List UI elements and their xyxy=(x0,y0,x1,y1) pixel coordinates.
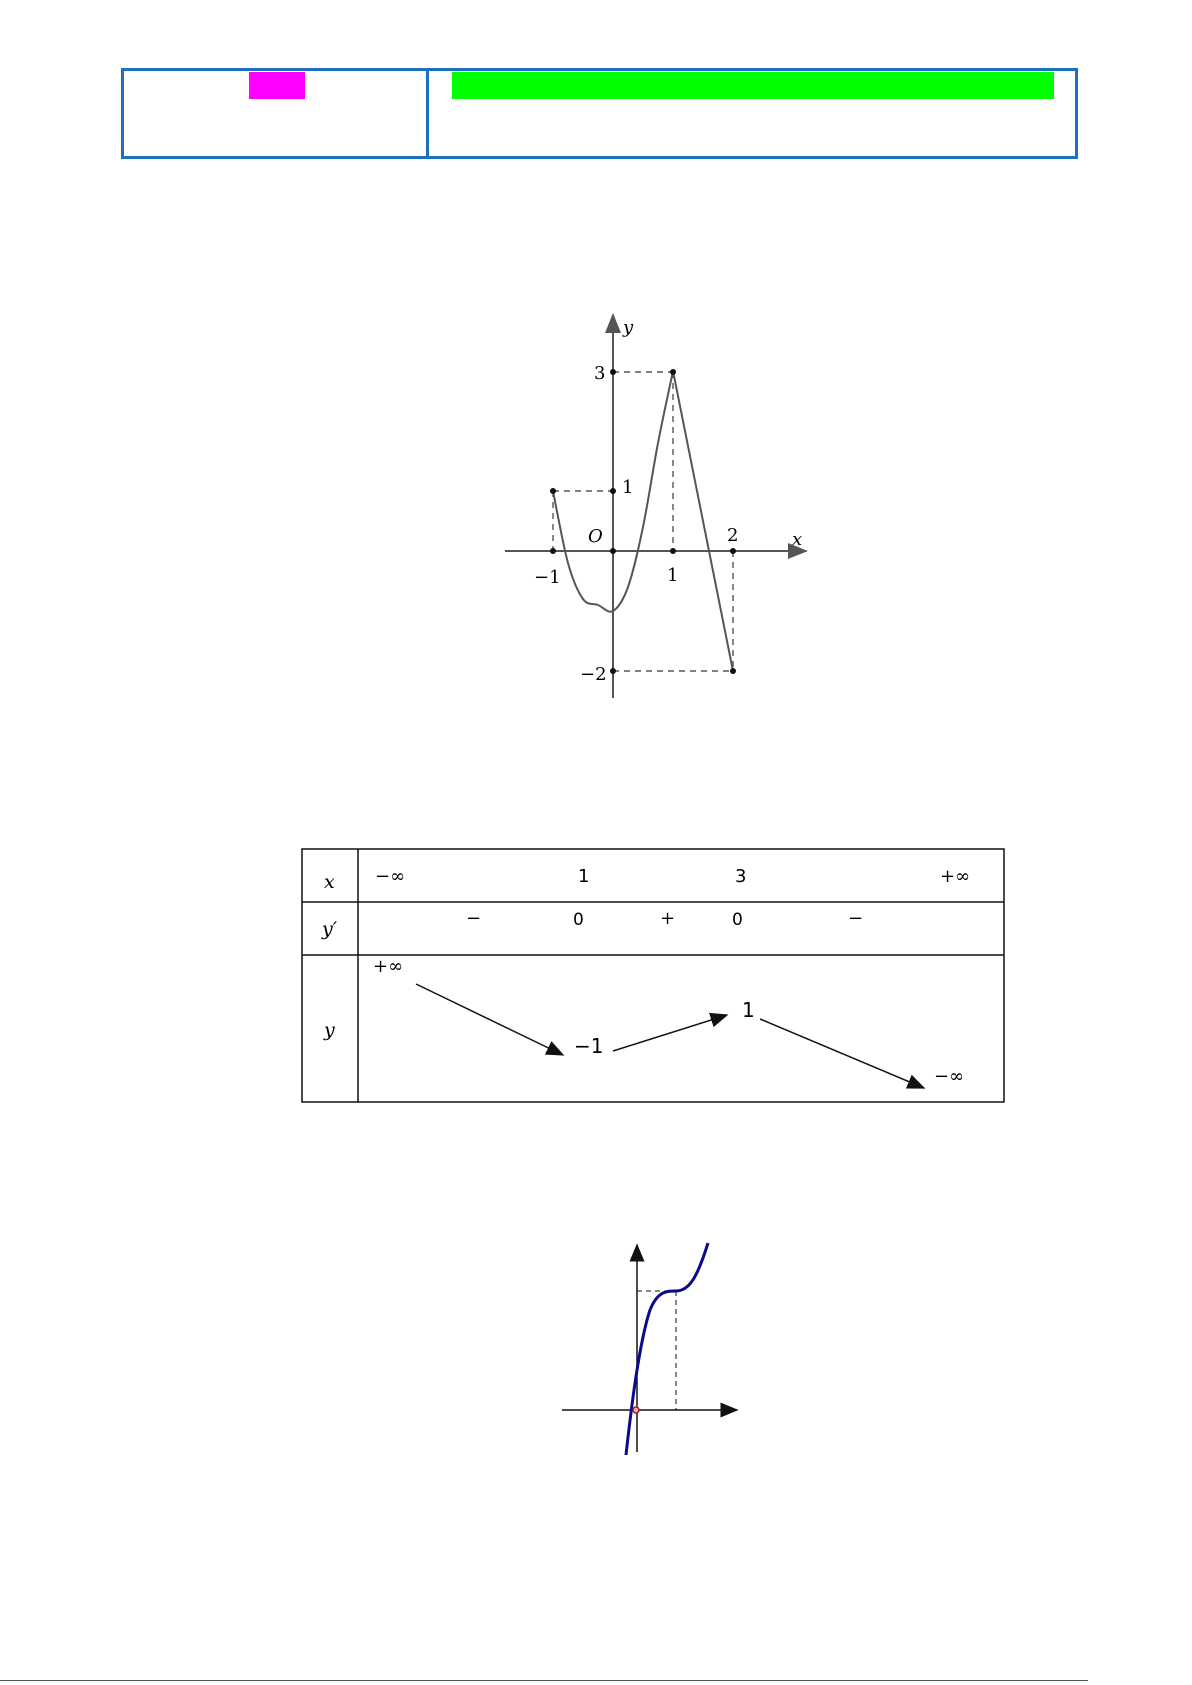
y-axis-label: y xyxy=(623,317,634,338)
x-value-pos-inf: +∞ xyxy=(940,866,971,887)
y-value-pos-inf: +∞ xyxy=(373,956,404,977)
sign-zero-1: 0 xyxy=(573,910,584,930)
intersection-point xyxy=(633,1407,639,1413)
y-tick-1: 1 xyxy=(622,477,634,498)
origin-label: O xyxy=(588,526,603,547)
x-tick-2: 2 xyxy=(727,525,739,546)
sign-plus: + xyxy=(660,908,676,929)
sign-minus-2: − xyxy=(848,908,864,929)
y-value-neg1: −1 xyxy=(574,1034,604,1058)
x-value-1: 1 xyxy=(578,866,590,887)
x-value-3: 3 xyxy=(735,866,747,887)
dashed-guides-3 xyxy=(637,1291,676,1410)
y-tick-neg2: −2 xyxy=(580,664,607,685)
sign-minus-1: − xyxy=(466,908,482,929)
y-value-neg-inf: −∞ xyxy=(934,1066,965,1087)
row-label-y: y xyxy=(324,1019,335,1041)
x-tick-1: 1 xyxy=(667,565,679,586)
x-value-neg-inf: −∞ xyxy=(375,866,406,887)
x-axis-label: x xyxy=(792,529,803,550)
footer-line xyxy=(0,1680,1088,1681)
cubic-curve xyxy=(626,1243,708,1455)
row-label-yprime: y′ xyxy=(322,918,338,940)
y-value-1: 1 xyxy=(742,998,755,1022)
x-tick-neg1: −1 xyxy=(534,567,561,588)
y-tick-3: 3 xyxy=(594,363,606,384)
sign-zero-2: 0 xyxy=(732,910,743,930)
row-label-x: x xyxy=(324,871,335,893)
